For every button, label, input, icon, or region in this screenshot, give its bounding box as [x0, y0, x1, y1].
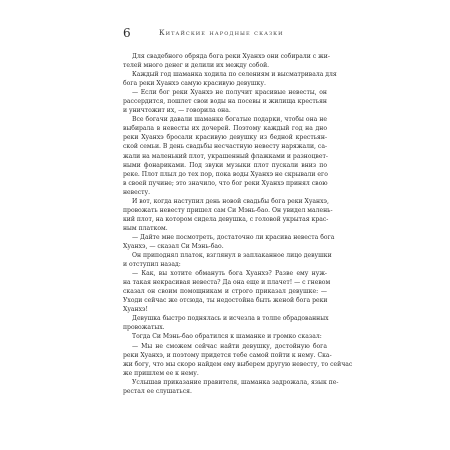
text-line: Он приподнял платок, взглянул в заплаканное лицо девушки	[132, 252, 332, 260]
paragraph	[123, 314, 327, 332]
text-line: Для свадебного обряда бога реки Хуанхэ они собирали с жи-	[132, 53, 330, 60]
text-line: рассердится, пошлет свои воды на посевы и жилища крестьян	[123, 98, 327, 106]
paragraph	[123, 251, 332, 269]
text-line: — Как, вы хотите обмануть бога Хуанхэ? Разве ему нуж-	[132, 270, 327, 278]
text-line: рестал ее слушаться.	[123, 387, 192, 395]
text-line: жали на маленький плот, украшенный флажками и разноцвет-	[123, 152, 328, 160]
paragraph	[123, 115, 327, 196]
text-line: и отступил назад:	[123, 261, 181, 269]
text-line: провожать невесту пришел сам Си Мэнь-бао. Он увидел малень-	[123, 206, 333, 214]
text-line: Девушка быстро поднялась и исчезла в толпе обрадованных	[132, 315, 329, 323]
text-line: провожатых.	[123, 324, 165, 332]
text-line: телей много денег и делили их между собой.	[123, 62, 270, 70]
paragraph	[123, 88, 327, 115]
body-text	[123, 52, 353, 396]
text-line: Тогда Си Мэнь-бао обратился к шаманке и громко сказал:	[132, 333, 322, 341]
paragraph	[123, 70, 337, 88]
paragraph	[123, 378, 339, 396]
text-line: Услышав приказание правителя, шаманка задрожала, язык пе-	[132, 378, 339, 386]
page-header	[123, 26, 327, 40]
text-line: на такая некрасивая невеста? Да она еще и плачет! — с гневом	[123, 279, 331, 287]
paragraph	[123, 269, 331, 314]
running-title: Китайские народные сказки	[159, 28, 284, 37]
text-line: Каждый год шаманка ходила по селениям и высматривала для	[132, 71, 337, 79]
text-line: жи богу, что мы скоро найдем ему выберем другую невесту, то сейчас	[123, 360, 353, 368]
text-line: кий плот, на котором сидела девушка, с головой укрытая крас-	[123, 215, 329, 223]
paragraph	[123, 233, 335, 251]
text-line: реке. Плот плыл до тех пор, пока воды Хуанхэ не скрывали его	[123, 170, 328, 178]
text-line: — Если бог реки Хуанхэ не получит красивые невесты, он	[132, 89, 327, 97]
text-line: бога реки Хуанхэ самую красивую девушку.	[123, 80, 266, 88]
text-line: — Дайте мне посмотреть, достаточно ли красива невеста бога	[132, 233, 335, 241]
text-line: и уничтожит их, — говорила она.	[123, 107, 231, 115]
text-line: ным платком.	[123, 224, 168, 232]
page-number: 6	[123, 26, 131, 40]
paragraph	[123, 197, 333, 233]
text-line: реки Хуанхэ, и поэтому придется тебе самой пойти к нему. Ска-	[123, 351, 332, 359]
text-line: сказал он своим помощникам и строго приказал девушке: —	[123, 288, 327, 296]
text-line: Все богачи давали шаманке богатые подарки, чтобы она не	[132, 116, 327, 124]
text-line: реки Хуанхэ бросали красивую девушку из бедной крестьян-	[123, 134, 327, 142]
text-line: Уходи сейчас же отсюда, ты недостойна быть женой бога реки	[123, 297, 328, 305]
text-line: выбирала в невесты их дочерей. Поэтому каждый год на дно	[123, 125, 327, 133]
text-line: И вот, когда наступил день новой свадьбы бога реки Хуанхэ,	[132, 197, 329, 205]
text-line: же пришлем ее к нему.	[123, 369, 199, 377]
text-line: невесту.	[123, 188, 151, 196]
paragraph	[123, 342, 353, 378]
text-line: Хуанхэ, — сказал Си Мэнь-бао.	[123, 242, 224, 250]
text-line: ской семьи. В день свадьбы несчастную невесту наряжали, са-	[123, 143, 328, 151]
text-line: в своей пучине; это значило, что бог реки Хуанхэ принял свою	[123, 179, 328, 187]
text-line: ными фонариками. Под звуки музыки плот пускали вниз по	[123, 161, 327, 169]
text-line: Хуанхэ!	[123, 306, 148, 314]
paragraph	[123, 52, 330, 70]
paragraph	[123, 332, 327, 341]
text-line: — Мы не сможем сейчас найти девушку, достойную бога	[132, 342, 327, 350]
